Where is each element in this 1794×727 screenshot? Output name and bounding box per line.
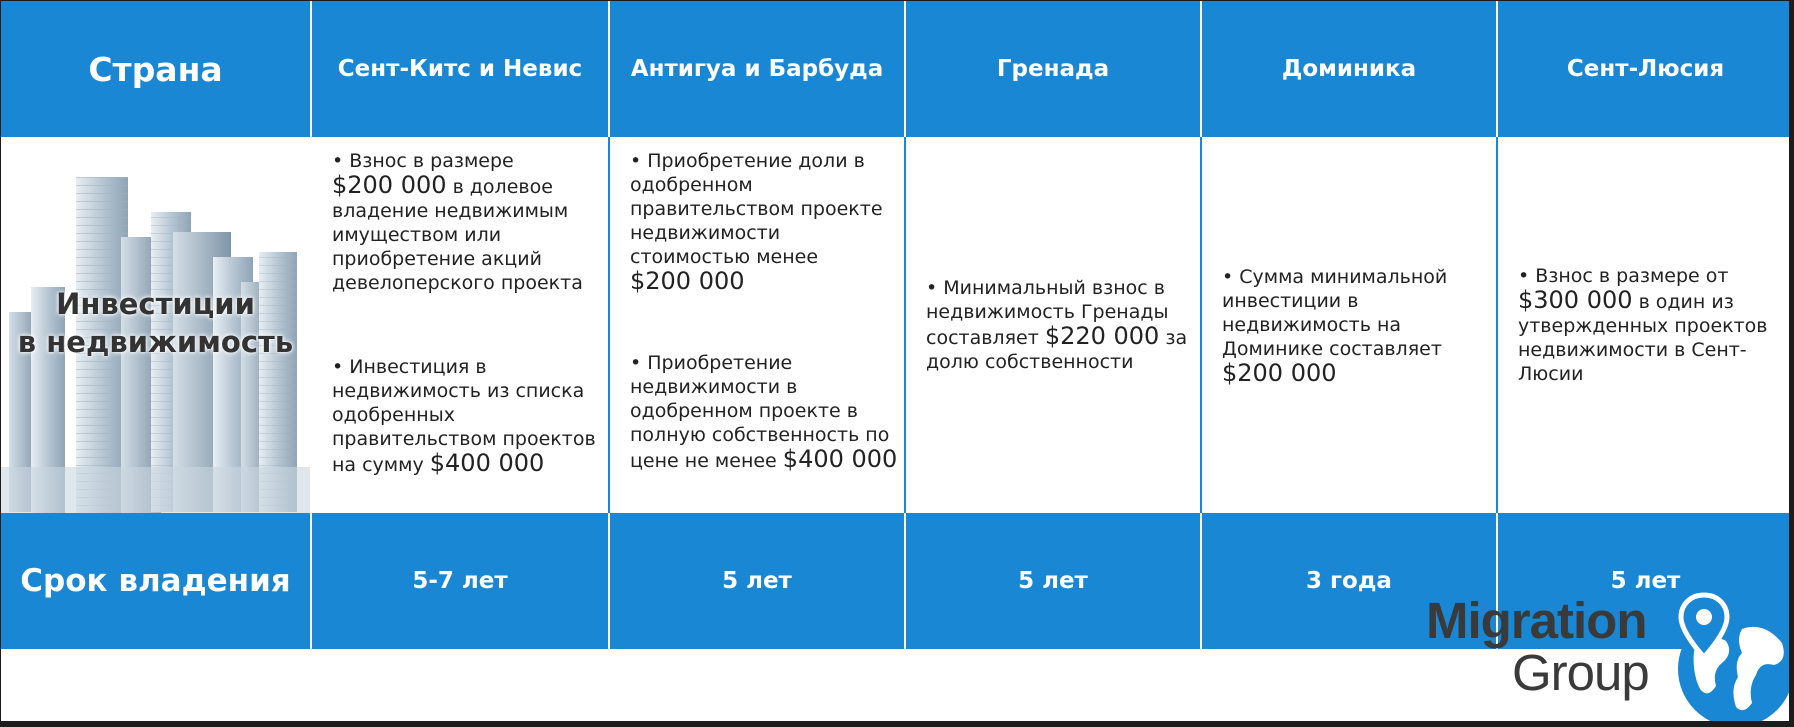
dominica-amount: $200 000	[1222, 359, 1337, 387]
term-st-lucia: 5 лет	[1498, 513, 1789, 649]
globe-pin-icon	[1664, 591, 1789, 721]
antigua-option-b-amount: $400 000	[782, 445, 898, 473]
investment-label-cell	[1, 137, 312, 513]
cell-grenada-investment	[906, 137, 1202, 513]
cell-antigua-investment	[610, 137, 906, 513]
term-grenada: 5 лет	[906, 513, 1202, 649]
term-antigua: 5 лет	[610, 513, 906, 649]
antigua-option-a-amount: $200 000	[630, 267, 745, 295]
st-lucia-text: • Взнос в размере от	[1518, 265, 1729, 287]
cell-st-lucia-investment	[1498, 137, 1789, 513]
st-lucia-amount: $300 000	[1518, 286, 1633, 314]
investment-row-label: Инвестиции в недвижимость	[17, 287, 294, 359]
header-country-antigua: Антигуа и Барбуда	[610, 1, 906, 137]
skn-option-b-amount: $400 000	[429, 449, 545, 477]
skn-option-a-amount: $200 000	[332, 171, 447, 199]
header-country-skn: Сент-Китс и Невис	[312, 1, 610, 137]
header-country-dominica: Доминика	[1202, 1, 1498, 137]
antigua-option-b-text: • Приобретение недвижимости в одобренном проекте в полную собственность по цене не менее	[630, 352, 890, 472]
cell-skn-investment	[312, 137, 610, 513]
st-lucia-text-2: в один из утвержденных проектов недвижимости в Сент-Люсии	[1518, 291, 1768, 385]
grenada-text: • Минимальный взнос в недвижимость Гренады составляет	[926, 277, 1169, 349]
page-frame	[1, 1, 1789, 721]
grenada-amount: $220 000	[1044, 322, 1160, 350]
term-dominica: 3 года	[1202, 513, 1498, 649]
skn-option-b-text: • Инвестиция в недвижимость из списка одобренных правительством проектов на сумму	[332, 356, 596, 476]
header-country-st-lucia: Сент-Люсия	[1498, 1, 1789, 137]
skn-option-a-intro: • Взнос в размере	[332, 150, 514, 172]
dominica-text: • Сумма минимальной инвестиции в недвижимость на Доминике составляет	[1222, 266, 1448, 360]
skn-option-a-text: в долевое владение недвижимым имуществом или приобретение акций девелоперского проекта	[332, 176, 583, 294]
comparison-table	[1, 1, 1789, 649]
grenada-text-2: за долю собственности	[926, 327, 1188, 373]
cell-dominica-investment	[1202, 137, 1498, 513]
migration-group-logo	[1426, 591, 1789, 721]
term-skn: 5-7 лет	[312, 513, 610, 649]
header-country-grenada: Гренада	[906, 1, 1202, 137]
logo-line-1: Migration	[1426, 592, 1647, 649]
term-row-label: Срок владения	[1, 513, 312, 649]
logo-line-2: Group	[1512, 644, 1649, 701]
antigua-option-a-text: • Приобретение доли в одобренном правительством проекте недвижимости стоимостью менее	[630, 150, 883, 268]
header-row-label: Страна	[1, 1, 312, 137]
